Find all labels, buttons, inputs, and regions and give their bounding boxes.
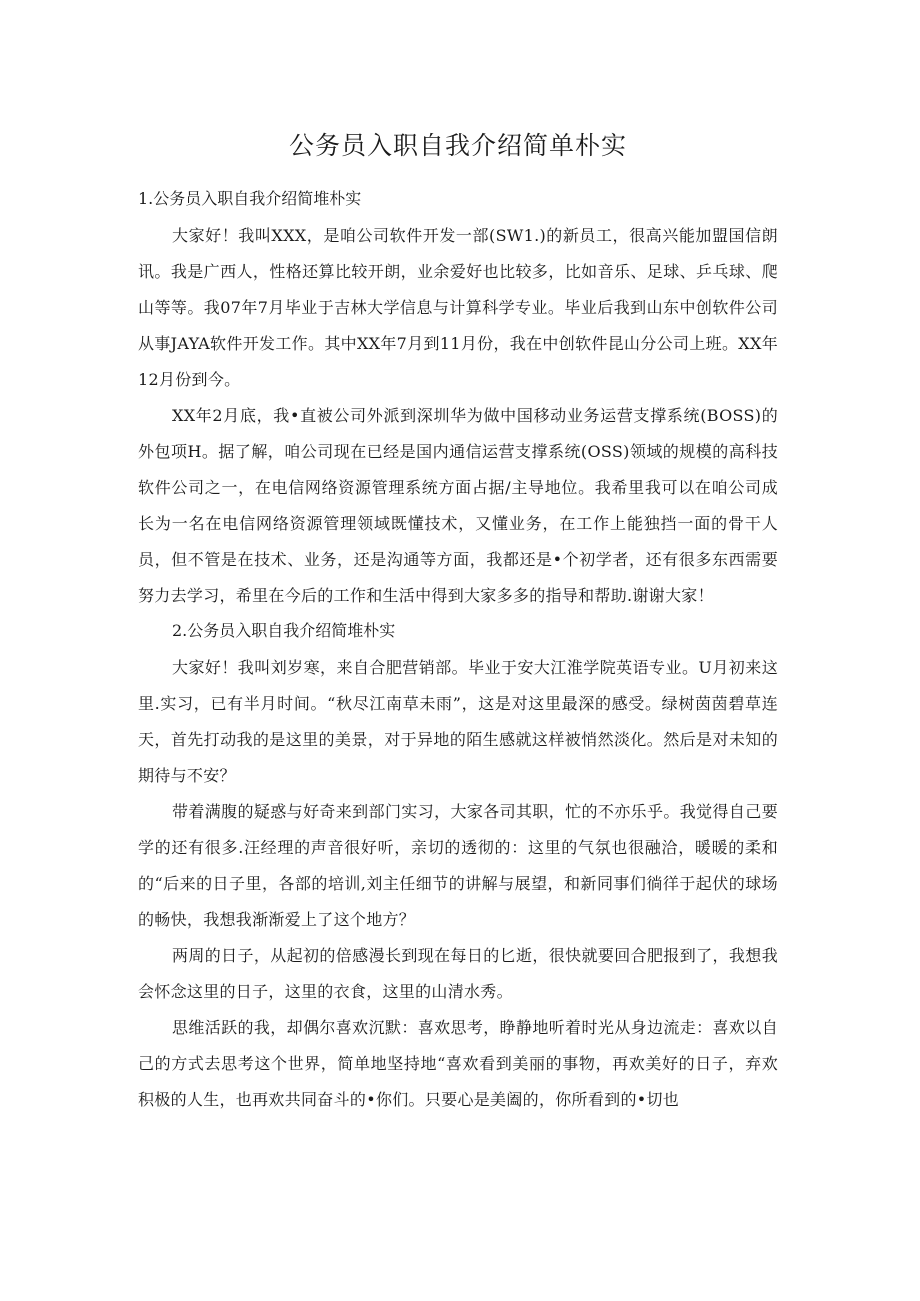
section-heading: 2.公务员入职自我介绍简堆朴实 (172, 621, 396, 640)
paragraph: 大家好！我叫刘岁寒，来自合肥营销部。毕业于安大江淮学院英语专业。U月初来这里.实习，已有半月时间。“秋尽江南草未雨”，这是对这里最深的感受。绿树茵茵碧草连天，首先打动我的是这里的美景，对于异地的陌生感就这样被悄然淡化。然后是对未知的期待与不安？ (138, 658, 778, 785)
section-heading: 1.公务员入职自我介绍简堆朴实 (138, 189, 362, 208)
paragraph: 带着满腹的疑惑与好奇来到部门实习，大家各司其职，忙的不亦乐乎。我觉得自己要学的还有很多.汪经理的声音很好听，亲切的透彻的：这里的气氛也很融洽，暖暖的柔和的“后来的日子里，各部的培训,刘主任细节的讲解与展望，和新同事们徜徉于起伏的球场的畅快，我想我渐渐爱上了这个地方？ (138, 802, 778, 929)
paragraph: 两周的日子，从起初的倍感漫长到现在每日的匕逝，很快就要回合肥报到了，我想我会怀念这里的日子，这里的衣食，这里的山清水秀。 (138, 946, 778, 1001)
paragraph: 大家好！我叫XXX，是咱公司软件开发一部(SW1.)的新员工，很高兴能加盟国信朗讯。我是广西人，性格还算比较开朗，业余爱好也比较多，比如音乐、足球、乒乓球、爬山等等。我07年7月毕业于吉林大学信息与计算科学专业。毕业后我到山东中创软件公司从事JAYA软件开发工作。其中XX年7月到11月份，我在中创软件昆山分公司上班。XX年12月份到今。 (138, 226, 778, 389)
document-title: 公务员入职自我介绍简单朴实 (288, 131, 627, 160)
section-2 (138, 614, 778, 1118)
paragraph: XX年2月底，我•直被公司外派到深圳华为做中国移动业务运营支撑系统(BOSS)的外包项H。据了解，咱公司现在已经是国内通信运营支撑系统(OSS)领域的规模的高科技软件公司之一，在电信网络资源管理系统方面占据/主导地位。我希里我可以在咱公司成长为一名在电信网络资源管理领域既懂技术，又懂业务，在工作上能独挡一面的骨干人员，但不管是在技术、业务，还是沟通等方面，我都还是•个初学者，还有很多东西需要努力去学习，希里在今后的工作和生活中得到大家多多的指导和帮助.谢谢大家！ (138, 406, 778, 605)
paragraph: 思维活跃的我，却偶尔喜欢沉默：喜欢思考，睁静地听着时光从身边流走：喜欢以自己的方式去思考这个世界，简单地坚持地“喜欢看到美丽的事物，再欢美好的日子，弃欢积极的人生，也再欢共同奋斗的•你们。只要心是美阖的，你所看到的•切也 (138, 1018, 778, 1109)
section-1 (138, 182, 778, 614)
document-page (138, 128, 778, 1118)
